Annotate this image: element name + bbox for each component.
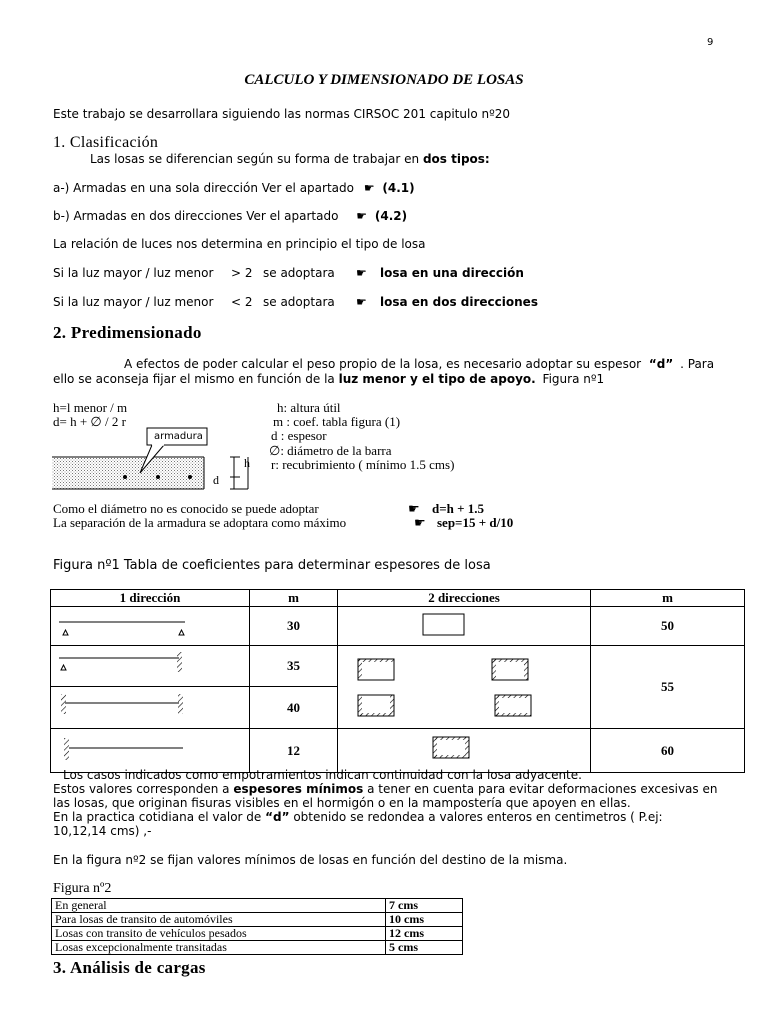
m-value: 12 xyxy=(250,729,338,773)
m-value: 50 xyxy=(591,607,745,646)
minimum-thickness-table xyxy=(51,898,463,955)
formula-h: h=l menor / m xyxy=(53,400,128,415)
armadura-label: armadura xyxy=(154,431,203,442)
note-rounding-b: obtenido se redondea a valores enteros en centimetros ( P.ej: xyxy=(293,810,663,824)
sec1-lead-text: Las losas se diferencian según su forma de trabajar en xyxy=(90,152,420,166)
rebar-dot xyxy=(188,475,192,479)
figure-1-caption: Figura nº1 Tabla de coeficientes para determinar espesores de losa xyxy=(53,558,491,573)
predim-line-2-text: ello se aconseja fijar el mismo en función de la xyxy=(53,372,335,386)
legend-d: d : espesor xyxy=(271,428,327,443)
note-continuity: Los casos indicados como empotramientos indican continuidad con la losa adyacente. xyxy=(63,768,582,782)
beam-simply-supported xyxy=(51,607,250,646)
predim-line-2-ref: Figura nº1 xyxy=(542,372,605,386)
coefficient-table xyxy=(50,589,745,773)
section-3-heading: 3. Análisis de cargas xyxy=(53,958,206,977)
page-number: 9 xyxy=(707,37,714,48)
row-label: Losas con transito de vehículos pesados xyxy=(52,927,386,941)
intro-text: Este trabajo se desarrollara siguiendo las normas CIRSOC 201 capitulo nº20 xyxy=(53,107,511,121)
relation-text: La relación de luces nos determina en principio el tipo de losa xyxy=(53,237,426,251)
legend-r: r: recubrimiento ( mínimo 1.5 cms) xyxy=(271,457,455,472)
figure-2-caption: Figura nº2 xyxy=(53,881,112,896)
rule-2-adopt: se adoptara xyxy=(263,295,335,309)
m-value: 55 xyxy=(591,646,745,729)
legend-diameter: ∅: diámetro de la barra xyxy=(269,443,392,458)
diagram-h-label: h xyxy=(244,456,250,470)
item-b-ref: (4.2) xyxy=(374,209,408,223)
page-title: CALCULO Y DIMENSIONADO DE LOSAS xyxy=(244,72,524,88)
header-m-1: m xyxy=(250,590,338,607)
rebar-dot xyxy=(123,475,127,479)
item-b-text: b-) Armadas en dos direcciones Ver el apartado xyxy=(53,209,339,223)
note-rounding xyxy=(53,810,663,824)
predim-d: “d” xyxy=(648,357,674,371)
rule-1-adopt: se adoptara xyxy=(263,266,335,280)
row-value: 5 cms xyxy=(386,941,463,955)
predim-line-2-bold: luz menor y el tipo de apoyo. xyxy=(338,372,536,386)
plates-partial-fixed xyxy=(338,646,591,729)
m-value: 60 xyxy=(591,729,745,773)
pointing-hand-icon: ☛ xyxy=(356,295,367,309)
beam-cantilever xyxy=(51,729,250,773)
sec1-lead-bold: dos tipos: xyxy=(422,152,490,166)
plate-simply-supported xyxy=(338,607,591,646)
table-row xyxy=(52,913,463,927)
row-value: 7 cms xyxy=(386,899,463,913)
note-minimums-b: a tener en cuenta para evitar deformaciones excesivas en xyxy=(367,782,718,796)
item-a-text: a-) Armadas en una sola dirección Ver el apartado xyxy=(53,181,354,195)
predim-line-1-end: . Para xyxy=(680,357,715,371)
table-row xyxy=(52,899,463,913)
separation-note: La separación de la armadura se adoptara como máximo xyxy=(53,515,347,530)
rule-2-condition: Si la luz mayor / luz menor xyxy=(53,295,214,309)
rebar-dot xyxy=(156,475,160,479)
rule-2-result: losa en dos direcciones xyxy=(380,295,538,309)
note-minimums-a: Estos valores corresponden a xyxy=(53,782,230,796)
item-a-ref: (4.1) xyxy=(382,181,415,195)
row-value: 12 cms xyxy=(386,927,463,941)
section-1-heading: 1. Clasificación xyxy=(53,134,159,151)
table-row xyxy=(52,941,463,955)
item-b xyxy=(53,209,407,223)
formula-d: d= h + ∅ / 2 r xyxy=(53,414,126,429)
diameter-formula: d=h + 1.5 xyxy=(432,501,485,516)
rule-1-condition: Si la luz mayor / luz menor xyxy=(53,266,214,280)
legend-h: h: altura útil xyxy=(277,400,341,415)
pointing-hand-icon: ☛ xyxy=(356,209,368,223)
row-label: En general xyxy=(52,899,386,913)
note-minimums xyxy=(53,782,717,796)
diameter-note: Como el diámetro no es conocido se puede adoptar xyxy=(53,501,319,516)
pointing-hand-icon: ☛ xyxy=(414,515,426,530)
table-row xyxy=(52,927,463,941)
m-value: 30 xyxy=(250,607,338,646)
section-2-heading: 2. Predimensionado xyxy=(53,323,202,342)
header-two-directions: 2 direcciones xyxy=(338,590,591,607)
separation-formula: sep=15 + d/10 xyxy=(437,515,514,530)
m-value: 40 xyxy=(250,687,338,729)
pointing-hand-icon: ☛ xyxy=(408,501,420,516)
diagram-d-label: d xyxy=(213,473,219,487)
plate-fully-fixed xyxy=(338,729,591,773)
note-cracks: las losas, que originan fisuras visibles en el hormigón o en la mampostería que apoyen en ellas. xyxy=(53,796,631,810)
note-minimums-bold: espesores mínimos xyxy=(233,782,364,796)
note-rounding-a: En la practica cotidiana el valor de xyxy=(53,810,262,824)
slab-concrete xyxy=(52,457,204,489)
beam-both-ends-fixed xyxy=(51,687,250,729)
predim-line-2 xyxy=(53,372,604,386)
pointing-hand-icon: ☛ xyxy=(363,181,375,195)
item-a xyxy=(53,181,415,195)
note-example: 10,12,14 cms) ,- xyxy=(53,824,152,838)
predim-line-1-text: A efectos de poder calcular el peso propio de la losa, es necesario adoptar su espesor xyxy=(124,357,642,371)
row-label: Losas excepcionalmente transitadas xyxy=(52,941,386,955)
rule-1-result: losa en una dirección xyxy=(380,266,524,280)
header-m-2: m xyxy=(591,590,745,607)
pointing-hand-icon: ☛ xyxy=(356,266,367,280)
legend-m: m : coef. tabla figura (1) xyxy=(273,414,401,429)
sec1-lead xyxy=(90,152,490,166)
row-value: 10 cms xyxy=(386,913,463,927)
rule-1-compare: > 2 xyxy=(231,266,253,280)
m-value: 35 xyxy=(250,646,338,687)
note-figure-2: En la figura nº2 se fijan valores mínimos de losas en función del destino de la misma. xyxy=(53,853,568,867)
rule-2-compare: < 2 xyxy=(231,295,253,309)
header-one-direction: 1 dirección xyxy=(51,590,250,607)
predim-line-1 xyxy=(124,357,714,371)
note-rounding-bold: “d” xyxy=(265,810,290,824)
beam-one-end-fixed xyxy=(51,646,250,687)
row-label: Para losas de transito de automóviles xyxy=(52,913,386,927)
